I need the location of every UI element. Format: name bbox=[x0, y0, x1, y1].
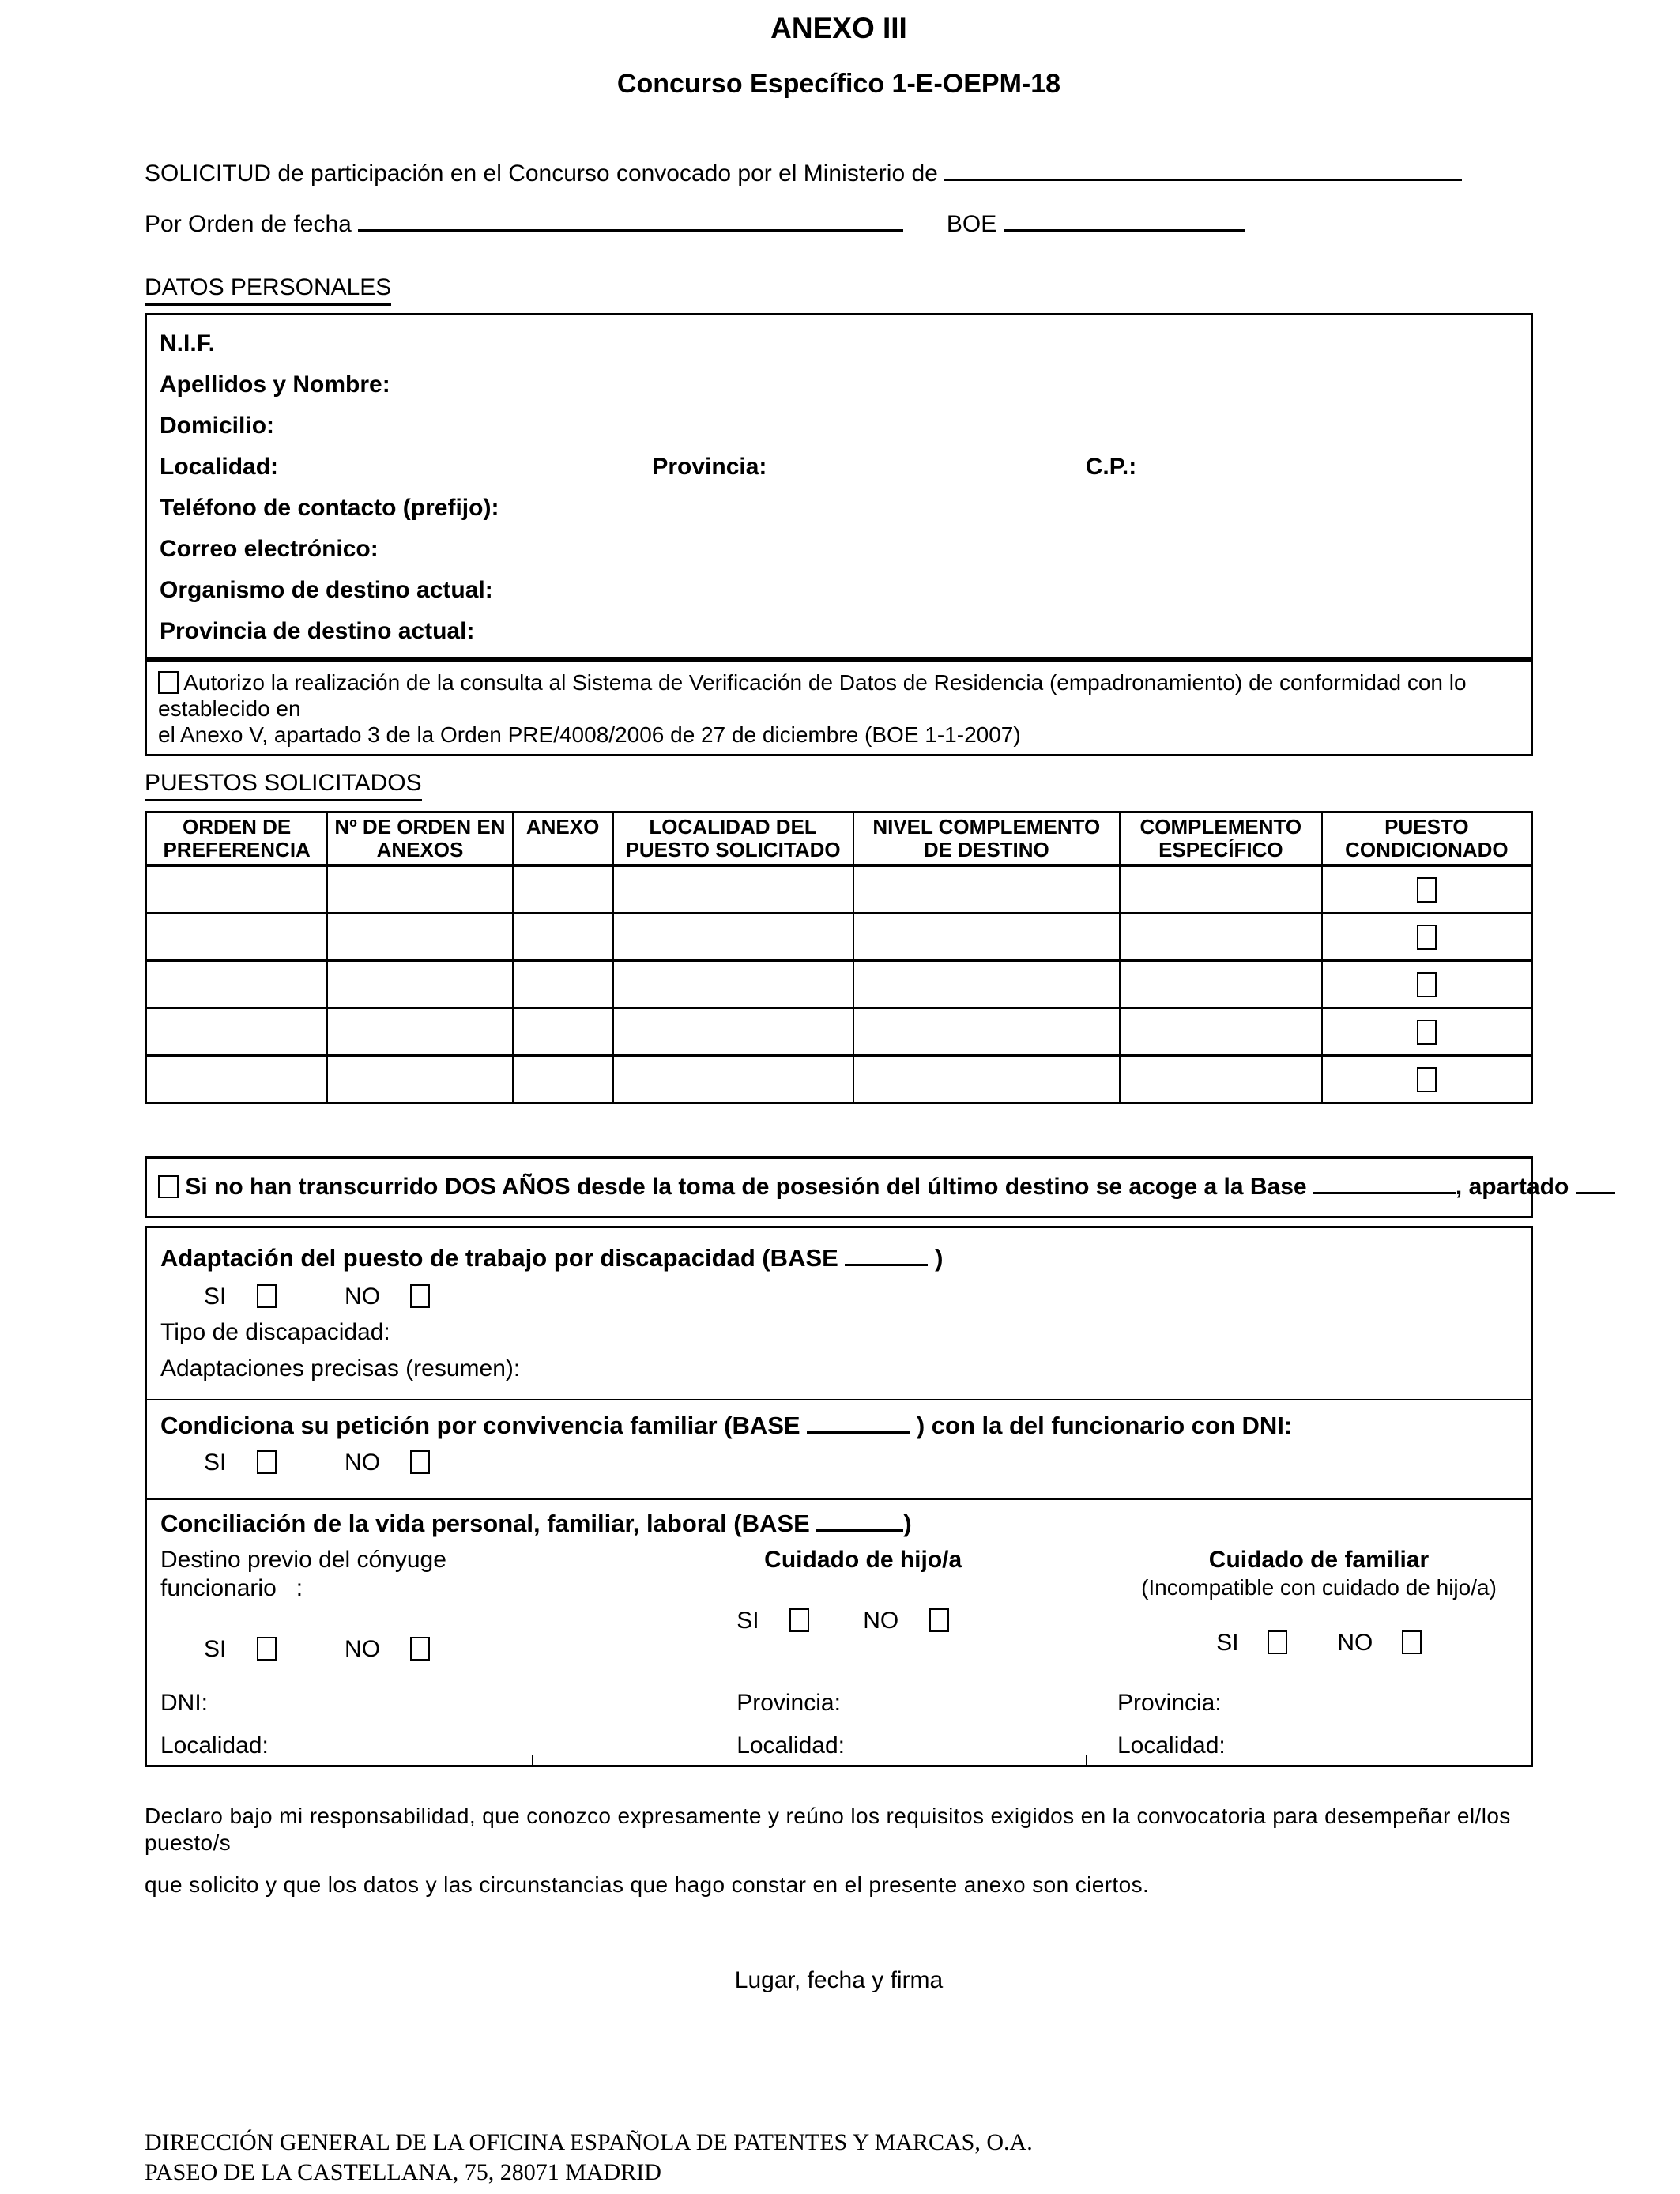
table-cell[interactable] bbox=[1120, 1008, 1322, 1056]
table-cell[interactable] bbox=[513, 914, 613, 961]
table-cell[interactable] bbox=[1120, 865, 1322, 914]
conciliacion-heading: Conciliación de la vida personal, familiar, laboral (BASE ) bbox=[160, 1510, 912, 1537]
conditions-box bbox=[145, 1226, 1533, 1767]
table-cell[interactable] bbox=[513, 961, 613, 1008]
table-cell[interactable] bbox=[1120, 961, 1322, 1008]
lugar-fecha-firma-label: Lugar, fecha y firma bbox=[734, 1967, 944, 1993]
col-anexo: ANEXO bbox=[513, 812, 613, 866]
no-label: NO bbox=[345, 1284, 381, 1310]
boe-blank[interactable] bbox=[1004, 209, 1245, 232]
no-checkbox[interactable] bbox=[410, 1284, 430, 1308]
organismo-field[interactable]: Organismo de destino actual: bbox=[160, 577, 493, 603]
apellidos-field[interactable]: Apellidos y Nombre: bbox=[160, 371, 390, 398]
base-blank[interactable] bbox=[1313, 1171, 1456, 1194]
hijo-column bbox=[533, 1546, 1086, 1759]
ministerio-line bbox=[145, 158, 1533, 188]
no-checkbox[interactable] bbox=[410, 1637, 430, 1661]
col-puesto-condicionado: PUESTO CONDICIONADO bbox=[1322, 812, 1532, 866]
conyuge-column bbox=[160, 1546, 533, 1759]
ministerio-blank[interactable] bbox=[944, 158, 1462, 181]
table-row bbox=[146, 1008, 1532, 1056]
si-label: SI bbox=[204, 1284, 227, 1310]
dos-anos-checkbox[interactable] bbox=[158, 1175, 179, 1198]
condicionado-checkbox[interactable] bbox=[1417, 877, 1437, 903]
autorizo-line1: Autorizo la realización de la consulta al Sistema de Verificación de Datos de Residencia (empadronamiento) de conformidad con lo establecido en bbox=[158, 670, 1467, 721]
col-orden-preferencia: ORDEN DE PREFERENCIA bbox=[146, 812, 328, 866]
table-row bbox=[146, 865, 1532, 914]
si-checkbox[interactable] bbox=[789, 1608, 809, 1632]
table-cell bbox=[1322, 1008, 1532, 1056]
col-orden-anexos: Nº DE ORDEN EN ANEXOS bbox=[327, 812, 512, 866]
cp-label: C.P.: bbox=[1085, 454, 1137, 480]
ministerio-line-label: SOLICITUD de participación en el Concurso convocado por el Ministerio de bbox=[145, 160, 938, 187]
table-cell[interactable] bbox=[1120, 914, 1322, 961]
correo-field[interactable]: Correo electrónico: bbox=[160, 536, 379, 562]
table-cell[interactable] bbox=[853, 961, 1120, 1008]
adaptaciones-precisas-field[interactable]: Adaptaciones precisas (resumen): bbox=[160, 1355, 521, 1382]
si-checkbox[interactable] bbox=[257, 1450, 277, 1474]
column-divider-tick bbox=[1086, 1755, 1087, 1765]
declaracion-paragraph: Declaro bajo mi responsabilidad, que conozco expresamente y reúno los requisitos exigidos en la convocatoria para desempeñar el/los puesto/s que solicito y que los datos y las circunstancias que hago constar en el presente anexo son ciertos. bbox=[145, 1804, 1511, 1897]
familiar-subtitle: (Incompatible con cuidado de hijo/a) bbox=[1141, 1575, 1497, 1600]
condiciona-section bbox=[147, 1399, 1531, 1498]
nif-field[interactable]: N.I.F. bbox=[160, 330, 216, 356]
conyuge-title: Destino previo del cónyuge funcionario : bbox=[160, 1547, 446, 1601]
hijo-localidad-field[interactable]: Localidad: bbox=[736, 1732, 845, 1759]
table-cell[interactable] bbox=[327, 961, 512, 1008]
table-row bbox=[146, 961, 1532, 1008]
table-cell[interactable] bbox=[146, 961, 328, 1008]
condicionado-checkbox[interactable] bbox=[1417, 972, 1437, 997]
footer-line2: PASEO DE LA CASTELLANA, 75, 28071 MADRID bbox=[145, 2159, 661, 2185]
condiciona-heading: Condiciona su petición por convivencia familiar (BASE ) con la del funcionario con DNI: bbox=[160, 1412, 1293, 1439]
table-cell[interactable] bbox=[853, 865, 1120, 914]
condicionado-checkbox[interactable] bbox=[1417, 925, 1437, 950]
provincia-label: Provincia: bbox=[652, 454, 767, 480]
apartado-blank[interactable] bbox=[1576, 1171, 1615, 1194]
conyuge-dni-field[interactable]: DNI: bbox=[160, 1690, 208, 1716]
table-cell[interactable] bbox=[146, 1056, 328, 1103]
familiar-provincia-field[interactable]: Provincia: bbox=[1117, 1690, 1222, 1716]
condiciona-si-no-row bbox=[160, 1446, 1531, 1480]
col-localidad: LOCALIDAD DEL PUESTO SOLICITADO bbox=[613, 812, 853, 866]
col-complemento-especifico: COMPLEMENTO ESPECÍFICO bbox=[1120, 812, 1322, 866]
adaptacion-si-no-row bbox=[160, 1280, 1531, 1314]
no-checkbox[interactable] bbox=[1402, 1630, 1422, 1654]
footer bbox=[145, 2128, 1033, 2188]
intro-paragraph bbox=[145, 158, 1533, 239]
localidad-provincia-cp-row[interactable] bbox=[160, 447, 1531, 488]
si-label: SI bbox=[1216, 1630, 1239, 1656]
familiar-title: Cuidado de familiar bbox=[1208, 1547, 1430, 1573]
conciliacion-columns bbox=[160, 1546, 1531, 1759]
table-cell[interactable] bbox=[327, 1056, 512, 1103]
column-divider-tick bbox=[532, 1755, 533, 1765]
autorizo-line2: el Anexo V, apartado 3 de la Orden PRE/4008/2006 de 27 de diciembre (BOE 1-1-2007) bbox=[158, 722, 1021, 747]
si-label: SI bbox=[736, 1608, 759, 1634]
provincia-destino-field[interactable]: Provincia de destino actual: bbox=[160, 618, 475, 644]
localidad-label: Localidad: bbox=[160, 454, 279, 480]
conciliacion-section bbox=[147, 1498, 1531, 1765]
table-cell bbox=[1322, 961, 1532, 1008]
condicionado-checkbox[interactable] bbox=[1417, 1067, 1437, 1092]
col-nivel-complemento: NIVEL COMPLEMENTO DE DESTINO bbox=[853, 812, 1120, 866]
table-cell[interactable] bbox=[613, 1056, 853, 1103]
table-cell[interactable] bbox=[327, 1008, 512, 1056]
table-cell[interactable] bbox=[853, 914, 1120, 961]
apartado-label: , apartado bbox=[1455, 1174, 1569, 1200]
conyuge-localidad-field[interactable]: Localidad: bbox=[160, 1732, 269, 1759]
dos-anos-text: Si no han transcurrido DOS AÑOS desde la toma de posesión del último destino se acoge a la Base bbox=[185, 1174, 1307, 1200]
si-checkbox[interactable] bbox=[1268, 1630, 1287, 1654]
table-row bbox=[146, 1056, 1532, 1103]
puestos-solicitados-heading: PUESTOS SOLICITADOS bbox=[145, 769, 1533, 801]
table-cell[interactable] bbox=[853, 1008, 1120, 1056]
conyuge-si-no-row bbox=[160, 1633, 533, 1666]
table-cell[interactable] bbox=[513, 1056, 613, 1103]
footer-line1: DIRECCIÓN GENERAL DE LA OFICINA ESPAÑOLA DE PATENTES Y MARCAS, O.A. bbox=[145, 2129, 1033, 2155]
datos-personales-box bbox=[145, 313, 1533, 659]
page-title: ANEXO III bbox=[770, 12, 907, 44]
table-cell[interactable] bbox=[146, 865, 328, 914]
table-cell[interactable] bbox=[146, 1008, 328, 1056]
no-checkbox[interactable] bbox=[410, 1450, 430, 1474]
orden-fecha-label: Por Orden de fecha bbox=[145, 211, 352, 237]
table-cell[interactable] bbox=[327, 865, 512, 914]
table-cell[interactable] bbox=[1120, 1056, 1322, 1103]
table-cell[interactable] bbox=[613, 961, 853, 1008]
telefono-field[interactable]: Teléfono de contacto (prefijo): bbox=[160, 495, 499, 521]
hijo-title: Cuidado de hijo/a bbox=[764, 1547, 962, 1573]
table-cell[interactable] bbox=[613, 1008, 853, 1056]
table-cell bbox=[1322, 914, 1532, 961]
table-cell[interactable] bbox=[513, 865, 613, 914]
puestos-table bbox=[145, 811, 1533, 1104]
table-cell[interactable] bbox=[853, 1056, 1120, 1103]
orden-fecha-blank[interactable] bbox=[358, 209, 903, 232]
familiar-column bbox=[1086, 1546, 1531, 1759]
hijo-si-no-row bbox=[736, 1604, 989, 1638]
tipo-discapacidad-field[interactable]: Tipo de discapacidad: bbox=[160, 1319, 390, 1345]
table-header-row bbox=[146, 812, 1532, 866]
no-checkbox[interactable] bbox=[929, 1608, 949, 1632]
familiar-localidad-field[interactable]: Localidad: bbox=[1117, 1732, 1226, 1759]
si-checkbox[interactable] bbox=[257, 1637, 277, 1661]
familiar-si-no-row bbox=[1117, 1627, 1520, 1660]
no-label: NO bbox=[345, 1636, 381, 1662]
si-label: SI bbox=[204, 1636, 227, 1662]
autorizo-box bbox=[145, 659, 1533, 756]
table-cell[interactable] bbox=[146, 914, 328, 961]
table-cell[interactable] bbox=[613, 914, 853, 961]
condiciona-base-blank[interactable] bbox=[807, 1411, 910, 1434]
table-cell[interactable] bbox=[513, 1008, 613, 1056]
table-cell bbox=[1322, 865, 1532, 914]
conciliacion-base-blank[interactable] bbox=[816, 1509, 903, 1532]
autorizo-checkbox[interactable] bbox=[158, 671, 179, 694]
adaptacion-base-blank[interactable] bbox=[845, 1243, 928, 1266]
si-checkbox[interactable] bbox=[257, 1284, 277, 1308]
table-cell[interactable] bbox=[327, 914, 512, 961]
no-label: NO bbox=[863, 1608, 899, 1634]
datos-personales-heading: DATOS PERSONALES bbox=[145, 273, 1533, 306]
table-row bbox=[146, 914, 1532, 961]
condicionado-checkbox[interactable] bbox=[1417, 1020, 1437, 1045]
dos-anos-box bbox=[145, 1156, 1569, 1218]
adaptacion-section bbox=[147, 1228, 1531, 1399]
no-label: NO bbox=[1337, 1630, 1373, 1656]
no-label: NO bbox=[345, 1449, 381, 1476]
domicilio-field[interactable]: Domicilio: bbox=[160, 413, 275, 439]
table-cell bbox=[1322, 1056, 1532, 1103]
table-cell[interactable] bbox=[613, 865, 853, 914]
si-label: SI bbox=[204, 1449, 227, 1476]
hijo-provincia-field[interactable]: Provincia: bbox=[736, 1690, 841, 1716]
orden-fecha-line bbox=[145, 209, 1533, 239]
page-subtitle: Concurso Específico 1-E-OEPM-18 bbox=[616, 69, 1061, 99]
adaptacion-heading: Adaptación del puesto de trabajo por discapacidad (BASE ) bbox=[160, 1244, 944, 1272]
boe-label: BOE bbox=[946, 211, 997, 237]
